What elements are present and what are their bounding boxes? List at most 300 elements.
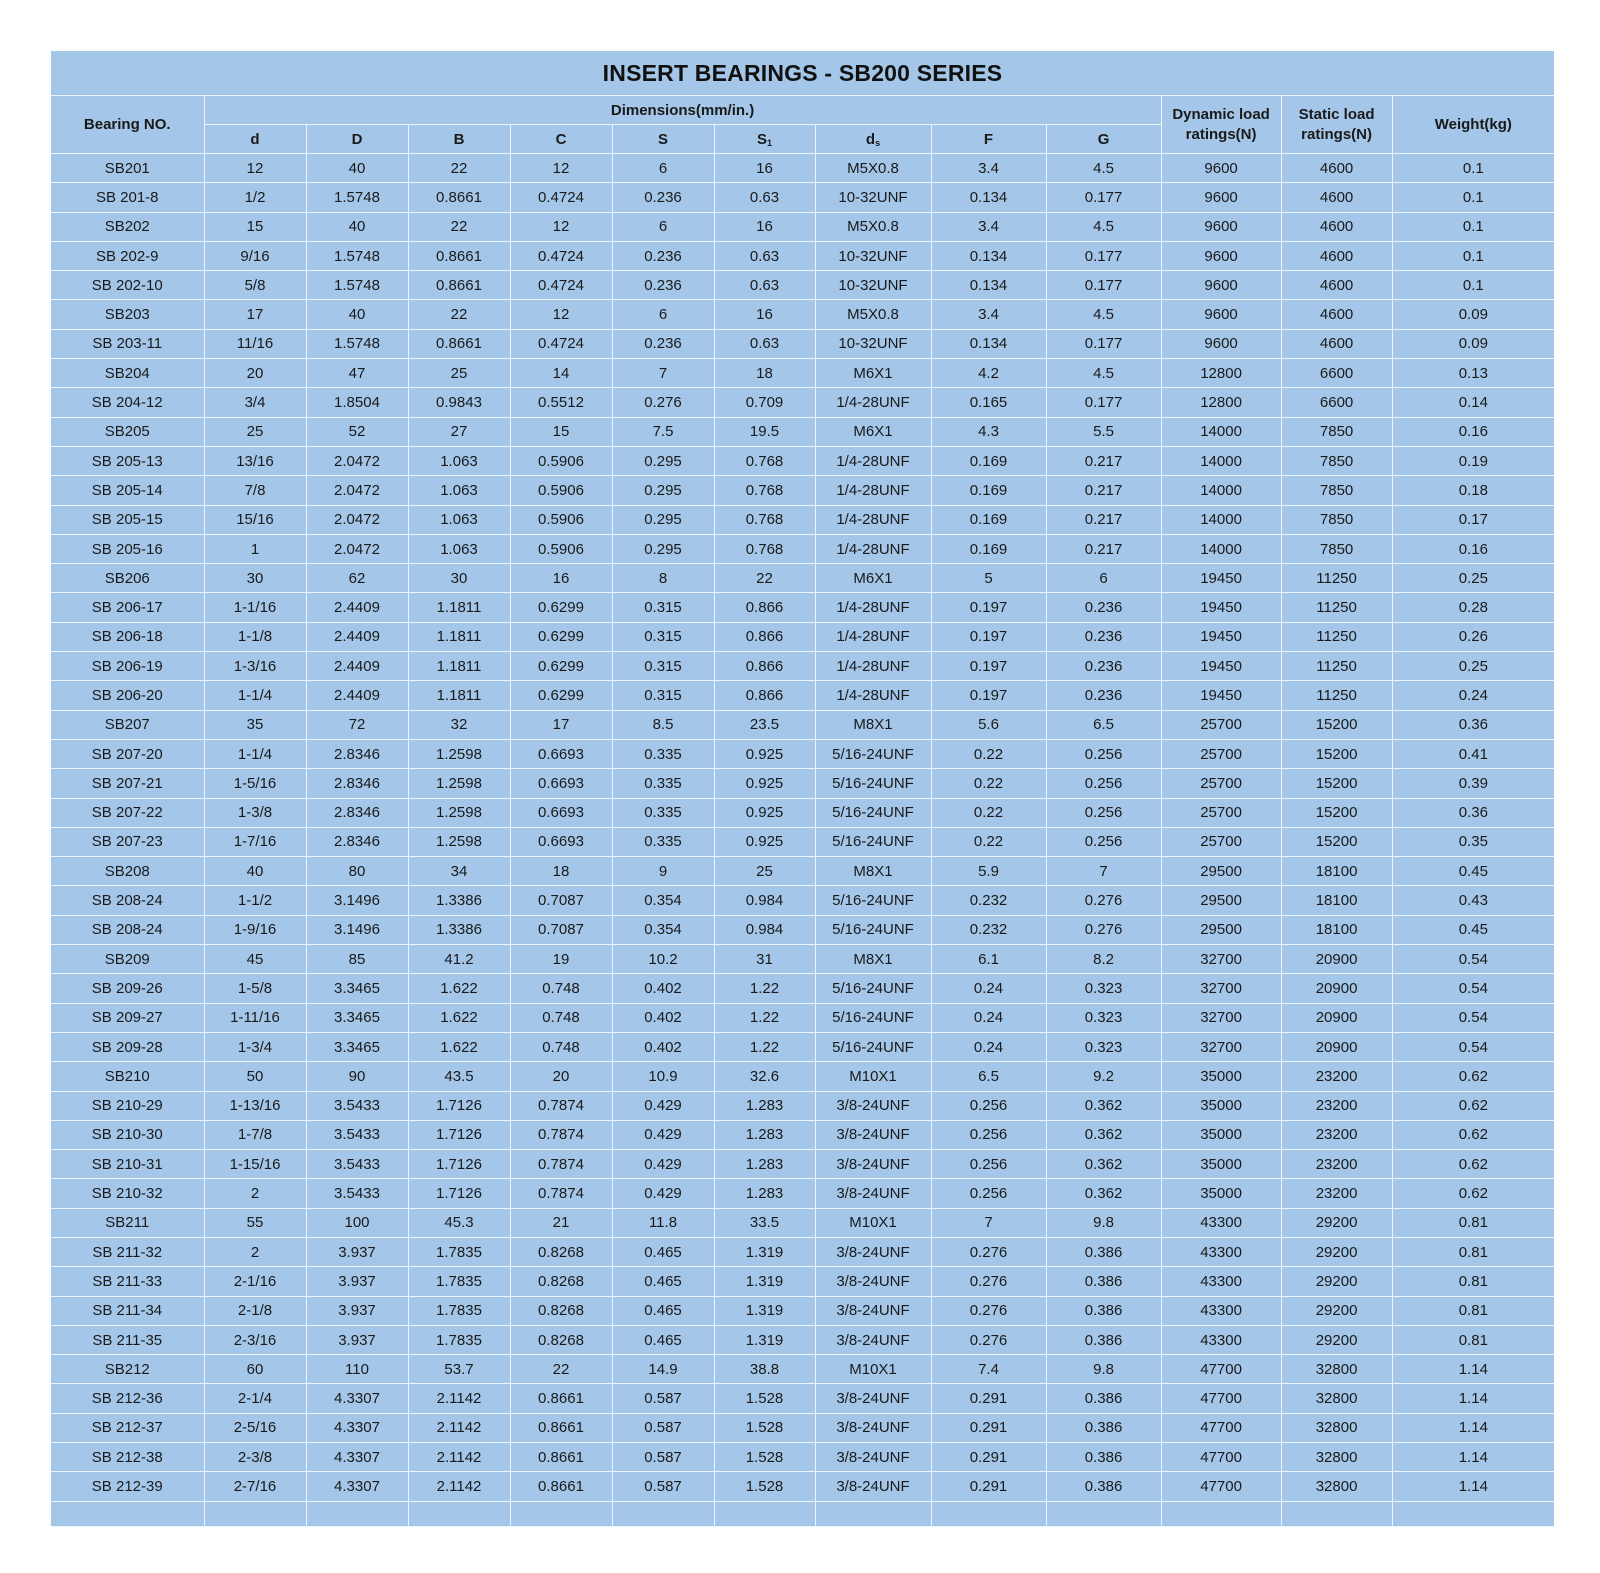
cell-d: 15 [204,212,306,241]
table-row [51,945,1554,974]
cell-bearing-no: SB209 [51,945,204,974]
cell-C: 20 [510,1062,612,1091]
cell-D: 3.3465 [306,1003,408,1032]
cell-empty [612,1501,714,1526]
table-row [51,534,1554,563]
cell-S1: 1.22 [714,1032,815,1061]
cell-dynamic-load: 25700 [1161,798,1281,827]
cell-bearing-no: SB210 [51,1062,204,1091]
cell-B: 0.8661 [408,271,510,300]
cell-weight: 0.16 [1392,417,1554,446]
cell-dynamic-load: 25700 [1161,739,1281,768]
cell-B: 1.1811 [408,593,510,622]
cell-D: 3.937 [306,1237,408,1266]
cell-B: 1.7835 [408,1325,510,1354]
cell-G: 7 [1046,857,1161,886]
cell-S1: 1.528 [714,1443,815,1472]
cell-weight: 0.1 [1392,212,1554,241]
cell-S1: 1.528 [714,1384,815,1413]
cell-S: 0.402 [612,1032,714,1061]
cell-G: 0.362 [1046,1091,1161,1120]
cell-S: 7.5 [612,417,714,446]
table-row [51,241,1554,270]
cell-G: 0.177 [1046,183,1161,212]
cell-bearing-no: SB 204-12 [51,388,204,417]
cell-S: 0.335 [612,798,714,827]
cell-static-load: 20900 [1281,1003,1392,1032]
cell-D: 47 [306,359,408,388]
cell-static-load: 4600 [1281,271,1392,300]
cell-C: 0.5906 [510,505,612,534]
cell-ds: 5/16-24UNF [815,769,931,798]
cell-C: 0.7874 [510,1120,612,1149]
cell-weight: 0.24 [1392,681,1554,710]
cell-C: 0.4724 [510,271,612,300]
header-D: D [306,125,408,154]
cell-empty [51,1501,204,1526]
cell-S1: 16 [714,212,815,241]
cell-B: 2.1142 [408,1472,510,1501]
table-row [51,1032,1554,1061]
cell-weight: 0.62 [1392,1150,1554,1179]
cell-F: 0.256 [931,1150,1046,1179]
cell-ds: 3/8-24UNF [815,1296,931,1325]
cell-d: 1-9/16 [204,915,306,944]
cell-D: 80 [306,857,408,886]
cell-G: 0.177 [1046,329,1161,358]
cell-B: 1.622 [408,974,510,1003]
cell-B: 2.1142 [408,1443,510,1472]
cell-G: 0.323 [1046,974,1161,1003]
cell-D: 3.1496 [306,886,408,915]
cell-d: 1/2 [204,183,306,212]
cell-d: 2 [204,1237,306,1266]
cell-C: 0.6299 [510,652,612,681]
cell-C: 0.7087 [510,915,612,944]
cell-G: 0.177 [1046,241,1161,270]
cell-F: 0.291 [931,1413,1046,1442]
cell-bearing-no: SB 207-22 [51,798,204,827]
cell-G: 0.323 [1046,1032,1161,1061]
cell-weight: 0.09 [1392,329,1554,358]
header-ds [815,125,931,154]
cell-weight: 0.54 [1392,945,1554,974]
cell-weight: 0.36 [1392,710,1554,739]
cell-static-load: 4600 [1281,183,1392,212]
cell-S: 0.354 [612,915,714,944]
header-weight: Weight(kg) [1392,96,1554,154]
cell-static-load: 32800 [1281,1413,1392,1442]
cell-F: 0.24 [931,974,1046,1003]
cell-C: 12 [510,212,612,241]
cell-S1: 0.866 [714,652,815,681]
cell-d: 35 [204,710,306,739]
cell-static-load: 6600 [1281,388,1392,417]
table-row [51,1091,1554,1120]
cell-ds: 10-32UNF [815,271,931,300]
cell-S: 0.465 [612,1325,714,1354]
cell-d: 2-3/8 [204,1443,306,1472]
cell-G: 0.386 [1046,1413,1161,1442]
cell-ds: 10-32UNF [815,329,931,358]
cell-bearing-no: SB 205-15 [51,505,204,534]
cell-static-load: 32800 [1281,1384,1392,1413]
cell-F: 0.256 [931,1091,1046,1120]
table-row [51,476,1554,505]
cell-ds: M10X1 [815,1208,931,1237]
cell-S: 0.465 [612,1296,714,1325]
cell-S: 0.236 [612,271,714,300]
cell-B: 27 [408,417,510,446]
cell-static-load: 15200 [1281,798,1392,827]
cell-dynamic-load: 43300 [1161,1296,1281,1325]
cell-dynamic-load: 35000 [1161,1179,1281,1208]
cell-C: 0.7874 [510,1179,612,1208]
cell-S1: 0.63 [714,183,815,212]
cell-static-load: 4600 [1281,329,1392,358]
cell-dynamic-load: 32700 [1161,945,1281,974]
cell-S1: 0.768 [714,505,815,534]
cell-ds: 1/4-28UNF [815,622,931,651]
cell-S: 0.402 [612,974,714,1003]
cell-d: 17 [204,300,306,329]
cell-F: 0.169 [931,534,1046,563]
cell-D: 1.5748 [306,271,408,300]
cell-dynamic-load: 29500 [1161,857,1281,886]
cell-S1: 0.925 [714,798,815,827]
cell-ds: 3/8-24UNF [815,1443,931,1472]
cell-F: 0.291 [931,1384,1046,1413]
table-row [51,769,1554,798]
cell-D: 3.5433 [306,1150,408,1179]
cell-d: 1-5/16 [204,769,306,798]
cell-dynamic-load: 47700 [1161,1472,1281,1501]
cell-bearing-no: SB201 [51,154,204,183]
table-row [51,1208,1554,1237]
cell-ds: M5X0.8 [815,154,931,183]
cell-D: 110 [306,1355,408,1384]
table-body [51,154,1554,1527]
cell-S: 14.9 [612,1355,714,1384]
cell-G: 0.276 [1046,915,1161,944]
cell-weight: 1.14 [1392,1472,1554,1501]
cell-D: 40 [306,300,408,329]
table-row [51,652,1554,681]
cell-weight: 0.54 [1392,1003,1554,1032]
header-dynamic-load-line1: Dynamic load [1172,105,1270,123]
cell-empty [510,1501,612,1526]
cell-static-load: 4600 [1281,154,1392,183]
cell-dynamic-load: 32700 [1161,1032,1281,1061]
cell-weight: 0.43 [1392,886,1554,915]
cell-S1: 0.866 [714,622,815,651]
cell-bearing-no: SB 211-33 [51,1267,204,1296]
cell-dynamic-load: 9600 [1161,329,1281,358]
cell-static-load: 29200 [1281,1267,1392,1296]
cell-static-load: 29200 [1281,1237,1392,1266]
cell-dynamic-load: 25700 [1161,710,1281,739]
cell-dynamic-load: 9600 [1161,183,1281,212]
cell-F: 0.22 [931,798,1046,827]
cell-D: 1.5748 [306,183,408,212]
cell-empty [815,1501,931,1526]
cell-bearing-no: SB 210-32 [51,1179,204,1208]
cell-weight: 0.25 [1392,564,1554,593]
cell-S1: 18 [714,359,815,388]
cell-F: 5 [931,564,1046,593]
cell-bearing-no: SB 212-38 [51,1443,204,1472]
cell-dynamic-load: 47700 [1161,1413,1281,1442]
cell-B: 1.622 [408,1003,510,1032]
cell-B: 0.8661 [408,241,510,270]
cell-C: 17 [510,710,612,739]
cell-dynamic-load: 35000 [1161,1091,1281,1120]
cell-F: 0.22 [931,739,1046,768]
cell-S: 6 [612,212,714,241]
cell-F: 3.4 [931,300,1046,329]
cell-d: 1-1/8 [204,622,306,651]
cell-D: 40 [306,154,408,183]
cell-bearing-no: SB 203-11 [51,329,204,358]
cell-S: 6 [612,300,714,329]
cell-F: 0.232 [931,915,1046,944]
cell-static-load: 7850 [1281,446,1392,475]
cell-C: 0.8661 [510,1472,612,1501]
cell-C: 0.5906 [510,476,612,505]
cell-bearing-no: SB211 [51,1208,204,1237]
cell-bearing-no: SB 209-26 [51,974,204,1003]
table-row [51,622,1554,651]
cell-S1: 0.866 [714,593,815,622]
cell-weight: 0.39 [1392,769,1554,798]
cell-B: 1.7126 [408,1179,510,1208]
cell-F: 0.256 [931,1179,1046,1208]
cell-G: 9.2 [1046,1062,1161,1091]
cell-bearing-no: SB205 [51,417,204,446]
cell-static-load: 11250 [1281,564,1392,593]
cell-S: 0.295 [612,446,714,475]
cell-D: 3.3465 [306,1032,408,1061]
cell-weight: 0.81 [1392,1237,1554,1266]
cell-bearing-no: SB 207-21 [51,769,204,798]
cell-D: 3.5433 [306,1120,408,1149]
table-row [51,329,1554,358]
cell-B: 1.7835 [408,1267,510,1296]
cell-ds: 1/4-28UNF [815,505,931,534]
cell-S1: 1.283 [714,1091,815,1120]
cell-d: 13/16 [204,446,306,475]
cell-dynamic-load: 43300 [1161,1237,1281,1266]
cell-static-load: 23200 [1281,1091,1392,1120]
cell-S: 0.236 [612,183,714,212]
cell-dynamic-load: 35000 [1161,1120,1281,1149]
cell-S: 0.354 [612,886,714,915]
cell-empty [1392,1501,1554,1526]
cell-G: 0.177 [1046,271,1161,300]
header-G: G [1046,125,1161,154]
cell-D: 2.4409 [306,622,408,651]
cell-dynamic-load: 29500 [1161,915,1281,944]
cell-C: 0.6299 [510,593,612,622]
cell-static-load: 23200 [1281,1179,1392,1208]
cell-C: 0.7874 [510,1091,612,1120]
table-row [51,212,1554,241]
cell-S1: 0.709 [714,388,815,417]
cell-weight: 0.25 [1392,652,1554,681]
cell-ds: 5/16-24UNF [815,1003,931,1032]
cell-S1: 1.22 [714,974,815,1003]
cell-weight: 0.18 [1392,476,1554,505]
cell-static-load: 7850 [1281,534,1392,563]
cell-D: 4.3307 [306,1413,408,1442]
table-row [51,1003,1554,1032]
cell-S1: 0.984 [714,886,815,915]
cell-S: 0.236 [612,329,714,358]
table-row [51,1237,1554,1266]
header-dynamic-load [1161,96,1281,154]
table-row [51,886,1554,915]
cell-weight: 0.45 [1392,857,1554,886]
cell-weight: 0.81 [1392,1296,1554,1325]
cell-ds: 3/8-24UNF [815,1267,931,1296]
cell-G: 0.217 [1046,534,1161,563]
cell-S: 0.315 [612,593,714,622]
cell-bearing-no: SB 211-35 [51,1325,204,1354]
table-row [51,564,1554,593]
cell-d: 1-1/4 [204,681,306,710]
cell-S: 8.5 [612,710,714,739]
cell-S: 0.587 [612,1443,714,1472]
cell-d: 55 [204,1208,306,1237]
cell-B: 1.2598 [408,739,510,768]
cell-F: 0.256 [931,1120,1046,1149]
cell-F: 0.22 [931,769,1046,798]
table-row [51,1384,1554,1413]
cell-dynamic-load: 35000 [1161,1062,1281,1091]
cell-dynamic-load: 43300 [1161,1267,1281,1296]
header-ds-sub: s [875,137,881,148]
cell-static-load: 32800 [1281,1355,1392,1384]
cell-F: 0.134 [931,329,1046,358]
cell-S: 10.9 [612,1062,714,1091]
header-d: d [204,125,306,154]
cell-d: 1-5/8 [204,974,306,1003]
cell-S1: 1.528 [714,1413,815,1442]
header-S1 [714,125,815,154]
cell-d: 1-7/16 [204,827,306,856]
cell-bearing-no: SB207 [51,710,204,739]
cell-ds: 5/16-24UNF [815,974,931,1003]
cell-S1: 0.768 [714,534,815,563]
cell-ds: 5/16-24UNF [815,1032,931,1061]
cell-empty [1046,1501,1161,1526]
cell-B: 1.2598 [408,798,510,827]
cell-G: 0.236 [1046,681,1161,710]
table-row [51,388,1554,417]
cell-dynamic-load: 43300 [1161,1325,1281,1354]
cell-weight: 0.26 [1392,622,1554,651]
cell-S: 0.429 [612,1179,714,1208]
cell-C: 0.6693 [510,798,612,827]
cell-C: 16 [510,564,612,593]
cell-F: 6.1 [931,945,1046,974]
cell-F: 0.291 [931,1472,1046,1501]
cell-d: 1-1/16 [204,593,306,622]
bearing-table [51,96,1554,1527]
cell-empty [408,1501,510,1526]
cell-bearing-no: SB202 [51,212,204,241]
cell-D: 1.8504 [306,388,408,417]
cell-B: 1.063 [408,505,510,534]
header-S1-sub: 1 [767,137,773,148]
cell-dynamic-load: 12800 [1161,388,1281,417]
cell-d: 12 [204,154,306,183]
cell-C: 19 [510,945,612,974]
cell-S: 0.315 [612,622,714,651]
cell-D: 2.0472 [306,534,408,563]
cell-weight: 0.28 [1392,593,1554,622]
cell-G: 0.236 [1046,593,1161,622]
cell-F: 0.197 [931,622,1046,651]
cell-D: 1.5748 [306,241,408,270]
cell-weight: 0.1 [1392,154,1554,183]
cell-bearing-no: SB203 [51,300,204,329]
cell-S1: 0.63 [714,329,815,358]
cell-ds: M5X0.8 [815,300,931,329]
cell-bearing-no: SB 207-20 [51,739,204,768]
table-row [51,1325,1554,1354]
table-row [51,974,1554,1003]
cell-weight: 0.16 [1392,534,1554,563]
cell-S1: 0.984 [714,915,815,944]
cell-S: 0.429 [612,1150,714,1179]
cell-weight: 1.14 [1392,1413,1554,1442]
cell-F: 0.169 [931,505,1046,534]
cell-G: 0.323 [1046,1003,1161,1032]
cell-B: 22 [408,300,510,329]
cell-ds: 10-32UNF [815,241,931,270]
cell-ds: M10X1 [815,1355,931,1384]
cell-weight: 0.41 [1392,739,1554,768]
cell-S1: 1.22 [714,1003,815,1032]
cell-static-load: 18100 [1281,915,1392,944]
cell-bearing-no: SB 206-17 [51,593,204,622]
cell-d: 9/16 [204,241,306,270]
cell-weight: 1.14 [1392,1384,1554,1413]
cell-dynamic-load: 25700 [1161,769,1281,798]
header-ds-base: d [865,130,876,148]
cell-F: 0.197 [931,681,1046,710]
header-F: F [931,125,1046,154]
cell-B: 25 [408,359,510,388]
cell-ds: 3/8-24UNF [815,1237,931,1266]
cell-static-load: 18100 [1281,857,1392,886]
cell-S1: 1.319 [714,1237,815,1266]
cell-G: 6 [1046,564,1161,593]
cell-C: 0.5906 [510,446,612,475]
cell-G: 0.217 [1046,505,1161,534]
cell-D: 2.0472 [306,505,408,534]
cell-dynamic-load: 9600 [1161,241,1281,270]
cell-B: 0.8661 [408,183,510,212]
cell-ds: 10-32UNF [815,183,931,212]
cell-weight: 0.81 [1392,1325,1554,1354]
cell-G: 0.386 [1046,1267,1161,1296]
cell-F: 6.5 [931,1062,1046,1091]
cell-static-load: 32800 [1281,1443,1392,1472]
cell-S: 0.429 [612,1120,714,1149]
cell-dynamic-load: 29500 [1161,886,1281,915]
